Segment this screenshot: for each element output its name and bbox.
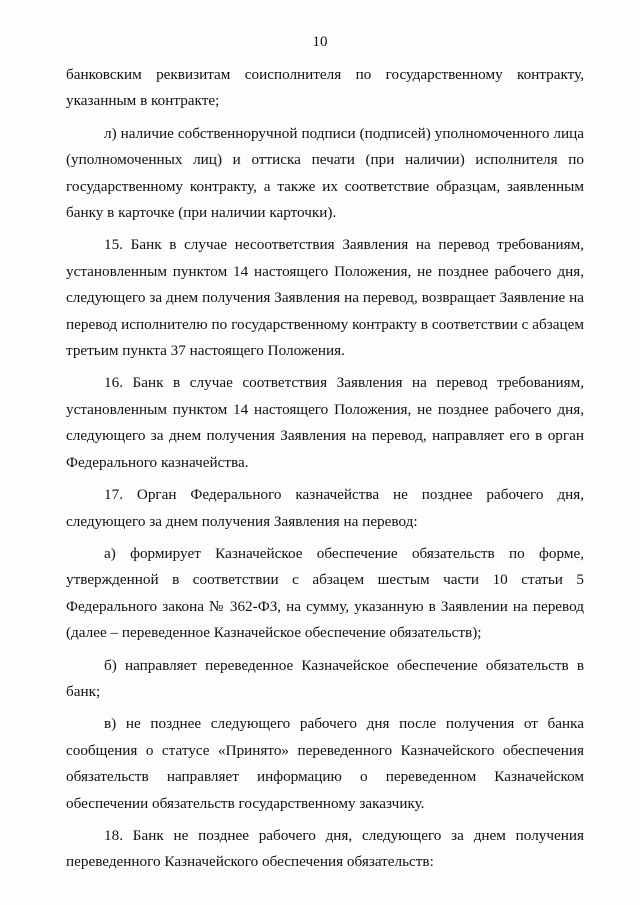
paragraph-17-b: б) направляет переведенное Казначейское обеспечение обязательств в банк; <box>66 656 584 700</box>
paragraph-item-l: л) наличие собственноручной подписи (подписей) уполномоченного лица (уполномоченных лиц) и оттиска печати (при наличии) исполнителя по государственному контракту, а также их соответствие образцам, заявленным банку в карточке (при наличии карточки). <box>66 124 584 222</box>
paragraph-17-a: а) формирует Казначейское обеспечение обязательств по форме, утвержденной в соответствии с абзацем шестым части 10 статьи 5 Федерального закона № 362-ФЗ, на сумму, указанную в Заявлении на перевод (далее – переведенное Казначейское обеспечение обязательств); <box>66 544 584 642</box>
paragraph-17: 17. Орган Федерального казначейства не позднее рабочего дня, следующего за днем получения Заявления на перевод: <box>66 486 584 530</box>
document-body <box>66 62 584 876</box>
paragraph-18: 18. Банк не позднее рабочего дня, следующего за днем получения переведенного Казначейского обеспечения обязательств: <box>66 826 584 871</box>
page-number: 10 <box>312 34 328 50</box>
paragraph-17-v: в) не позднее следующего рабочего дня после получения от банка сообщения о статусе «Принято» переведенного Казначейского обеспечения обязательств направляет информацию о переведенном Казначейском обеспечении обязательств государственному заказчику. <box>66 715 584 812</box>
paragraph-15: 15. Банк в случае несоответствия Заявления на перевод требованиям, установленным пунктом 14 настоящего Положения, не позднее рабочего дня, следующего за днем получения Заявления на перевод, возвращает Заявление на перевод исполнителю по государственному контракту в соответствии с абзацем третьим пункта 37 настоящего Положения. <box>66 236 584 360</box>
paragraph-continuation: банковским реквизитам соисполнителя по государственному контракту, указанным в контракте; <box>66 66 584 110</box>
paragraph-16: 16. Банк в случае соответствия Заявления на перевод требованиям, установленным пунктом 14 настоящего Положения, не позднее рабочего дня, следующего за днем получения Заявления на перевод, направляет его в орган Федерального казначейства. <box>66 374 584 471</box>
